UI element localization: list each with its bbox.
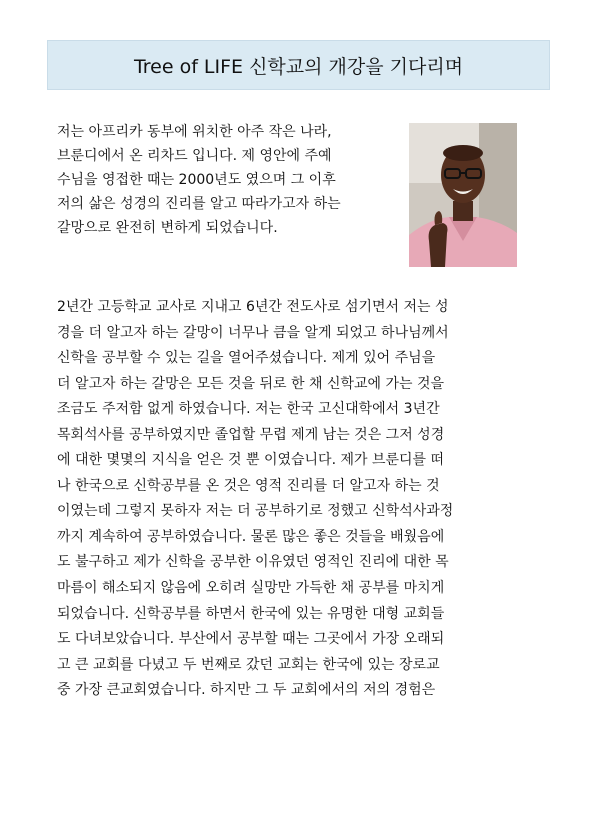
page-title: Tree of LIFE 신학교의 개강을 기다리며 [133,55,464,78]
body-paragraph [57,295,547,704]
intro-paragraph [57,120,407,240]
body-line: 마름이 해소되지 않음에 오히려 실망만 가득한 채 공부를 마치게 [57,580,445,597]
portrait-illustration [409,123,517,267]
body-line: 2년간 고등학교 교사로 지내고 6년간 전도사로 섬기면서 저는 성 [57,299,449,315]
body-line: 나 한국으로 신학공부를 온 것은 영적 진리를 더 알고자 하는 것 [57,477,440,494]
body-line: 신학을 공부할 수 있는 길을 열어주셨습니다. 제게 있어 주님을 [57,350,436,367]
body-line: 목회석사를 공부하였지만 졸업할 무렵 제게 남는 것은 그저 성경 [57,426,445,443]
body-line: 도 불구하고 제가 신학을 공부한 이유였던 영적인 진리에 대한 목 [57,554,449,571]
intro-line: 저의 삶은 성경의 진리를 알고 따라가고자 하는 [57,196,341,212]
intro-line: 수님을 영접한 때는 2000년도 였으며 그 이후 [57,172,336,188]
body-line: 중 가장 큰교회였습니다. 하지만 그 두 교회에서의 저의 경험은 [57,682,436,699]
intro-line: 갈망으로 완전히 변하게 되었습니다. [57,220,278,236]
body-line: 이였는데 그렇지 못하자 저는 더 공부하기로 정했고 신학석사과정 [57,503,454,520]
portrait-photo [409,123,517,267]
title-banner [47,40,550,90]
body-line: 되었습니다. 신학공부를 하면서 한국에 있는 유명한 대형 교회들 [57,605,445,622]
body-line: 도 다녀보았습니다. 부산에서 공부할 때는 그곳에서 가장 오래되 [57,631,445,648]
body-line: 경을 더 알고자 하는 갈망이 너무나 큼을 알게 되었고 하나님께서 [57,324,449,341]
body-line: 고 큰 교회를 다녔고 두 번째로 갔던 교회는 한국에 있는 장로교 [57,656,440,673]
body-line: 더 알고자 하는 갈망은 모든 것을 뒤로 한 채 신학교에 가는 것을 [57,375,445,392]
body-line: 조금도 주저함 없게 하였습니다. 저는 한국 고신대학에서 3년간 [57,401,440,418]
intro-line: 저는 아프리카 동부에 위치한 아주 작은 나라, [57,124,332,140]
body-line: 까지 계속하여 공부하였습니다. 물론 많은 좋은 것들을 배웠음에 [57,528,445,545]
body-line: 에 대한 몇몇의 지식을 얻은 것 뿐 이였습니다. 제가 브룬디를 떠 [57,452,445,469]
intro-line: 브룬디에서 온 리차드 입니다. 제 영안에 주예 [57,148,332,164]
